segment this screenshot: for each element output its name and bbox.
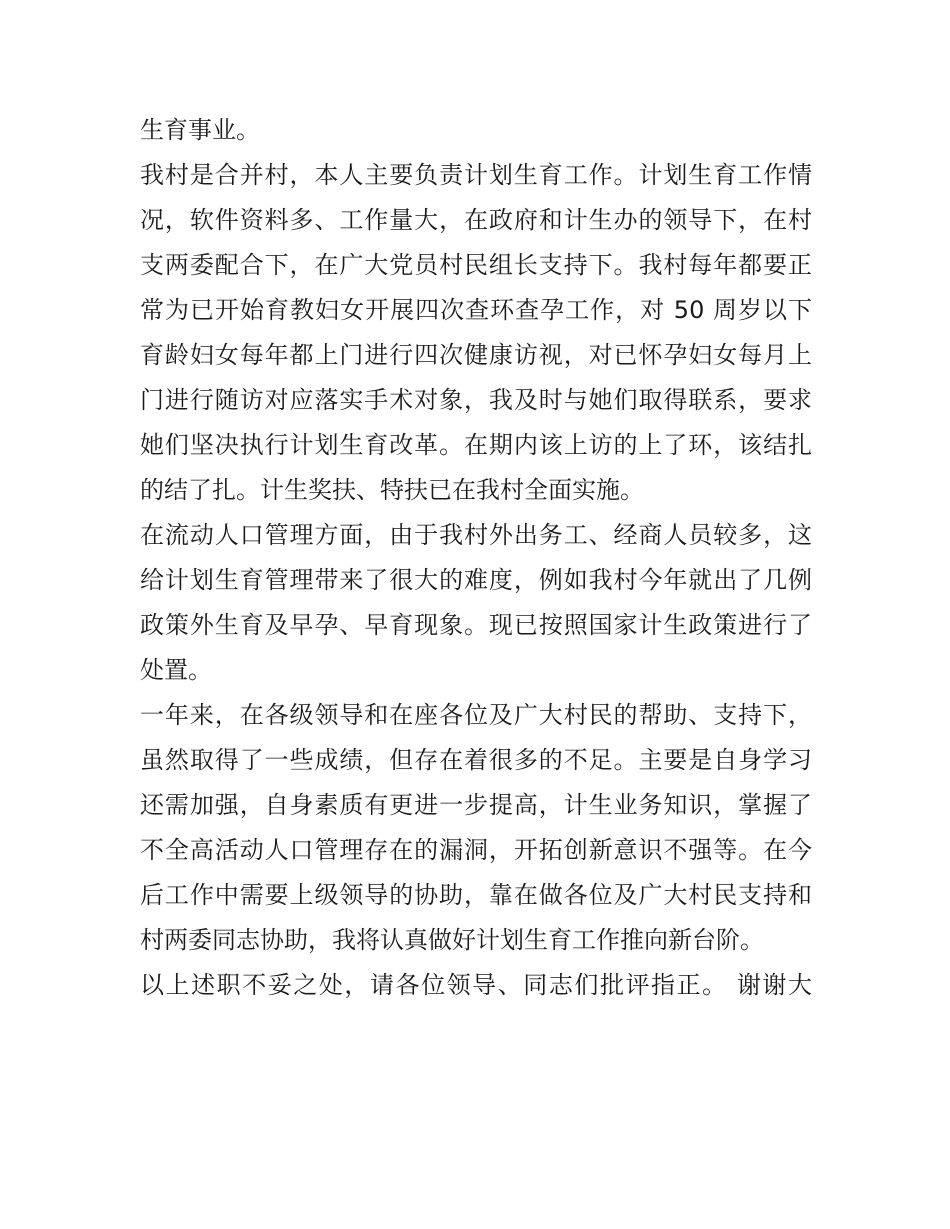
text-line: 虽然取得了一些成绩，但存在着很多的不足。主要是自身学习 <box>140 746 812 774</box>
text-line: 后工作中需要上级领导的协助，靠在做各位及广大村民支持和 <box>140 881 812 909</box>
text-line: 的结了扎。计生奖扶、特扶已在我村全面实施。 <box>140 476 644 504</box>
text-line: 我村是合并村，本人主要负责计划生育工作。计划生育工作情 <box>140 161 812 189</box>
document-body <box>140 108 812 1008</box>
text-line: 还需加强，自身素质有更进一步提高，计生业务知识，掌握了 <box>140 791 812 819</box>
text-line: 政策外生育及早孕、早育现象。现已按照国家计生政策进行了 <box>140 611 812 639</box>
text-line: 门进行随访对应落实手术对象，我及时与她们取得联系，要求 <box>140 386 812 414</box>
text-line: 育龄妇女每年都上门进行四次健康访视，对已怀孕妇女每月上 <box>140 341 812 369</box>
text-line: 给计划生育管理带来了很大的难度，例如我村今年就出了几例 <box>140 566 812 594</box>
text-line: 生育事业。 <box>140 116 260 144</box>
text-line: 况，软件资料多、工作量大，在政府和计生办的领导下，在村 <box>140 206 812 234</box>
text-line: 不全高活动人口管理存在的漏洞，开拓创新意识不强等。在今 <box>140 836 812 864</box>
text-line: 处置。 <box>140 656 212 684</box>
text-line: 一年来，在各级领导和在座各位及广大村民的帮助、支持下， <box>140 701 812 729</box>
text-line: 她们坚决执行计划生育改革。在期内该上访的上了环，该结扎 <box>140 431 812 459</box>
text-line: 常为已开始育教妇女开展四次查环查孕工作，对 50 周岁以下 <box>140 296 812 324</box>
text-line: 支两委配合下，在广大党员村民组长支持下。我村每年都要正 <box>140 251 812 279</box>
text-line: 村两委同志协助，我将认真做好计划生育工作推向新台阶。 <box>140 926 764 954</box>
text-line: 以上述职不妥之处，请各位领导、同志们批评指正。 谢谢大 <box>140 971 812 999</box>
text-line: 在流动人口管理方面，由于我村外出务工、经商人员较多，这 <box>140 521 812 549</box>
